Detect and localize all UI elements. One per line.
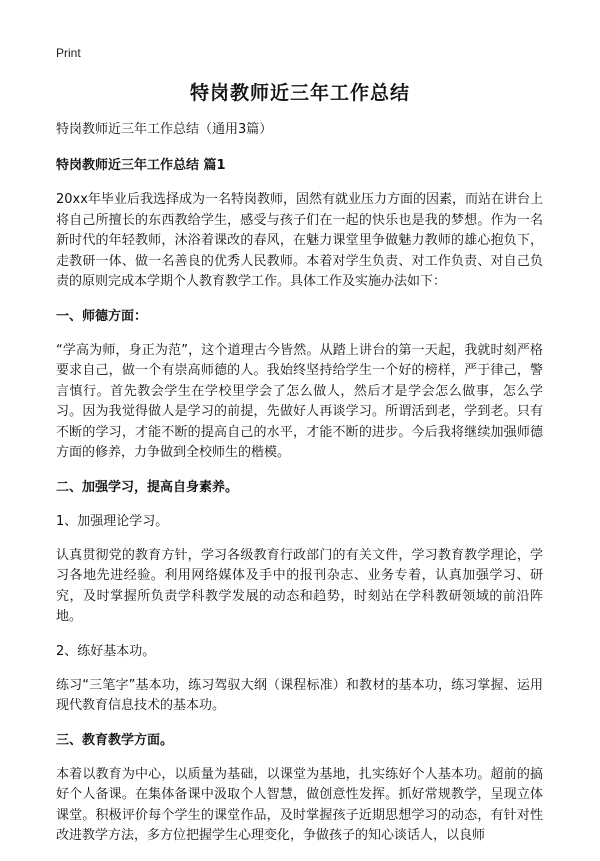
- document-body: [56, 120, 543, 861]
- section3-paragraph: 本着以教育为中心，以质量为基础，以课堂为基地，扎实练好个人基本功。超前的搞好个人备课。在集体备课中汲取个人智慧，做创意性发挥。抓好常规教学，呈现立体课堂。积极评价每个学生的课堂作品，及时掌握孩子近期思想学习的动态，有针对性改进教学方法，多方位把握学生心理变化，争做孩子的知心谈话人，以良师: [56, 766, 543, 843]
- part-heading: 特岗教师近三年工作总结 篇1: [56, 158, 226, 173]
- document-subtitle: 特岗教师近三年工作总结（通用3篇）: [56, 122, 273, 137]
- section2-subheading-2: 2、练好基本功。: [56, 643, 156, 659]
- section2-subheading-1: 1、加强理论学习。: [56, 513, 169, 529]
- section1-paragraph: “学高为师，身正为范”，这个道理古今皆然。从踏上讲台的第一天起，我就时刻严格要求自己，做一个有崇高师德的人。我始终坚持给学生一个好的榜样，严于律己，警言慎行。首先教会学生在学校里学会了怎么做人，然后才是学会怎么做事，怎么学习。因为我觉得做人是学习的前提，先做好人再谈学习。所谓活到老，学到老。只有不断的学习，才能不断的提高自己的水平，才能不断的进步。今后我将继续加强师德方面的修养，力争做到全校师生的楷模。: [56, 342, 543, 460]
- section2-paragraph-2: 练习“三笔字”基本功，练习驾驭大纲（课程标准）和教材的基本功，练习掌握、运用现代教育信息技术的基本功。: [56, 677, 543, 713]
- section3-heading: 三、教育教学方面。: [56, 732, 174, 748]
- intro-paragraph: 20xx年毕业后我选择成为一名特岗教师，固然有就业压力方面的因素，而站在讲台上将自己所擅长的东西教给学生，感受与孩子们在一起的快乐也是我的梦想。作为一名新时代的年轻教师，沐浴着课改的春风，在魅力课堂里争做魅力教师的雄心抱负下，走教研一体、做一名善良的优秀人民教师。本着对学生负责、对工作负责、对自己负责的原则完成本学期个人教育教学工作。具体工作及实施办法如下：: [56, 192, 543, 289]
- print-label[interactable]: Print: [56, 46, 81, 60]
- section2-paragraph-1: 认真贯彻党的教育方针，学习各级教育行政部门的有关文件，学习教育教学理论，学习各地先进经验。利用网络媒体及手中的报刊杂志、业务专着，认真加强学习、研究，及时掌握所负责学科教学发展的动态和趋势，时刻站在学科教研领域的前沿阵地。: [56, 547, 543, 624]
- page-title: 特岗教师近三年工作总结: [189, 82, 410, 104]
- section1-heading: 一、师德方面：: [56, 308, 148, 324]
- section2-heading: 二、加强学习，提高自身素养。: [56, 479, 239, 495]
